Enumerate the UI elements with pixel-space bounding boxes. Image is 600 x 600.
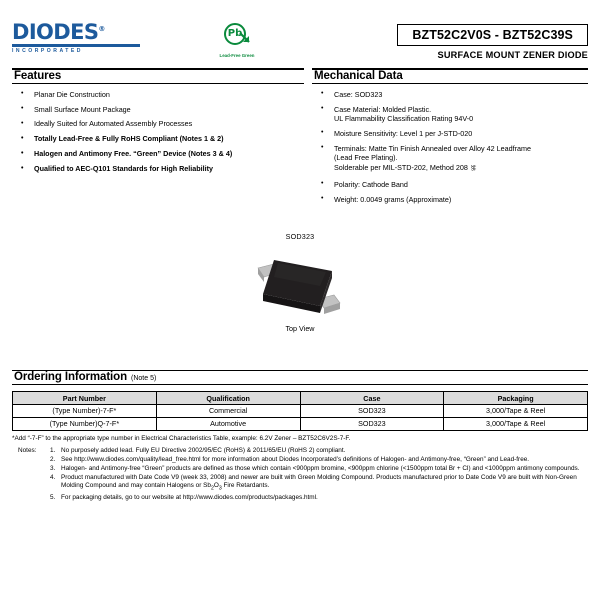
features-section <box>12 68 304 210</box>
feature-text: Totally Lead-Free & Fully RoHS Compliant (Notes 1 & 2) <box>34 134 224 144</box>
list-item <box>12 149 304 159</box>
mechanical-title: Mechanical Data <box>314 69 403 82</box>
column-header-part-number: Part Number <box>13 392 157 405</box>
mechanical-text: Weight: 0.0049 grams (Approximate) <box>334 194 452 204</box>
list-item <box>312 90 588 100</box>
diodes-logo <box>12 22 162 54</box>
recycle-arrow-icon <box>238 31 251 44</box>
subscript: 2 <box>210 485 214 492</box>
mechanical-text: Polarity: Cathode Band <box>334 179 408 189</box>
features-rule-bottom <box>12 83 304 84</box>
part-number-range: BZT52C2V0S - BZT52C39S <box>397 24 588 46</box>
mechanical-text-cont: (Lead Free Plating). <box>334 153 398 163</box>
cell-packaging: 3,000/Tape & Reel <box>444 405 588 418</box>
subscript: 3 <box>218 485 222 492</box>
ordering-table-head <box>13 392 588 405</box>
feature-text: Qualified to AEC-Q101 Standards for High Reliability <box>34 164 214 174</box>
diodes-logo-wordmark <box>12 22 162 43</box>
ordering-table-body <box>13 405 588 431</box>
content-columns <box>12 68 588 210</box>
list-item <box>312 129 588 139</box>
ordering-note-ref: (Note 5) <box>131 375 157 383</box>
cell-packaging: 3,000/Tape & Reel <box>444 417 588 430</box>
solderable-text: Solderable per MIL-STD-202, Method 208 <box>334 162 468 172</box>
list-item <box>12 164 304 174</box>
lead-free-label: Lead-Free Green <box>219 53 255 58</box>
column-header-packaging: Packaging <box>444 392 588 405</box>
notes-list <box>50 447 588 502</box>
package-body <box>263 260 332 313</box>
list-item <box>12 119 304 129</box>
notes-label: Notes: <box>18 447 37 455</box>
mechanical-text: Case Material: Molded Plastic. <box>334 104 432 114</box>
column-gap <box>304 68 312 210</box>
mechanical-rule-bottom <box>312 83 588 84</box>
notes-section <box>12 447 588 503</box>
feature-text: Ideally Suited for Automated Assembly Processes <box>34 119 193 129</box>
mechanical-text: Moisture Sensitivity: Level 1 per J-STD-020 <box>334 128 473 138</box>
mechanical-text-cont2 <box>334 163 588 175</box>
feature-text: Planar Die Construction <box>34 89 110 99</box>
mechanical-text: Case: SOD323 <box>334 89 383 99</box>
cell-qualification: Commercial <box>156 405 300 418</box>
cell-case: SOD323 <box>300 417 444 430</box>
sod323-package-svg <box>240 250 360 328</box>
product-subtitle: SURFACE MOUNT ZENER DIODE <box>437 49 588 60</box>
features-list <box>12 90 304 174</box>
diodes-logo-subtitle: INCORPORATED <box>12 48 83 54</box>
mechanical-text: Terminals: Matte Tin Finish Annealed over Alloy 42 Leadframe <box>334 143 531 153</box>
ordering-rule-bottom <box>12 384 588 385</box>
package-name-label: SOD323 <box>285 231 315 241</box>
pb-symbol-text: Pb <box>227 28 243 39</box>
ordering-title: Ordering Information <box>14 371 128 384</box>
mechanical-section <box>312 68 588 210</box>
pb-badge-graphic <box>222 23 252 53</box>
table-row <box>13 417 588 430</box>
cell-case: SOD323 <box>300 405 444 418</box>
column-header-case: Case <box>300 392 444 405</box>
list-item <box>312 144 588 175</box>
note-item: See http://www.diodes.com/quality/lead_free.html for more information about Diodes Incorporated’s definitions of Halogen- and Antimony-free, “Green” and Lead-free. <box>61 456 530 464</box>
features-title: Features <box>14 69 62 82</box>
registered-trademark-icon: ® <box>98 25 105 33</box>
jedec-mark-icon: §‡ <box>470 164 476 173</box>
logo-underline <box>12 44 140 47</box>
list-item <box>12 134 304 144</box>
package-view-label: Top View <box>285 323 315 333</box>
cell-part-number: (Type Number)Q-7-F* <box>13 417 157 430</box>
feature-text: Halogen and Antimony Free. “Green” Device (Notes 3 & 4) <box>34 149 233 159</box>
title-block <box>312 22 588 60</box>
note-item: For packaging details, go to our website at http://www.diodes.com/products/packages.html. <box>61 493 318 501</box>
package-drawing <box>12 250 588 328</box>
note-item: Product manufactured with Date Code V9 (week 33, 2008) and newer are built with Green Molding Compound. Products manufactured prior to Date Code V9 are built with Non-Green Molding Compound and may contain Halogens or $Sb_2O_3$ Fire Retardants. <box>61 474 577 492</box>
ordering-table <box>12 391 588 430</box>
mechanical-list <box>312 90 588 204</box>
note-item: Halogen- and Antimony-free “Green” products are defined as those which contain <900ppm bromine, <900ppm chlorine (<1500ppm total Br + Cl) and <1000ppm antimony compounds. <box>61 465 580 473</box>
arrow-svg <box>238 31 251 44</box>
notes-body <box>50 447 588 503</box>
list-item <box>312 180 588 190</box>
list-item <box>12 105 304 115</box>
lead-free-badge <box>162 22 312 58</box>
list-item <box>12 90 304 100</box>
feature-text: Small Surface Mount Package <box>34 104 131 114</box>
table-header-row <box>13 392 588 405</box>
mechanical-text-cont: UL Flammability Classification Rating 94V-0 <box>334 114 474 124</box>
table-row <box>13 405 588 418</box>
column-header-qualification: Qualification <box>156 392 300 405</box>
package-illustration <box>12 232 588 352</box>
list-item <box>312 105 588 124</box>
page-header <box>12 0 588 58</box>
cell-qualification: Automotive <box>156 417 300 430</box>
note-item: No purposely added lead. Fully EU Directive 2002/95/EC (RoHS) & 2011/65/EU (RoHS 2) compliant. <box>61 447 346 455</box>
ordering-footnote: *Add “-7-F” to the appropriate type number in Electrical Characteristics Table, example: 6.2V Zener – BZT52C6V2S-7-F. <box>12 435 351 443</box>
cell-part-number: (Type Number)-7-F* <box>13 405 157 418</box>
diodes-logo-text: DIODES <box>12 20 99 44</box>
ordering-heading <box>14 371 588 383</box>
ordering-information-section <box>12 370 588 503</box>
list-item <box>312 195 588 205</box>
